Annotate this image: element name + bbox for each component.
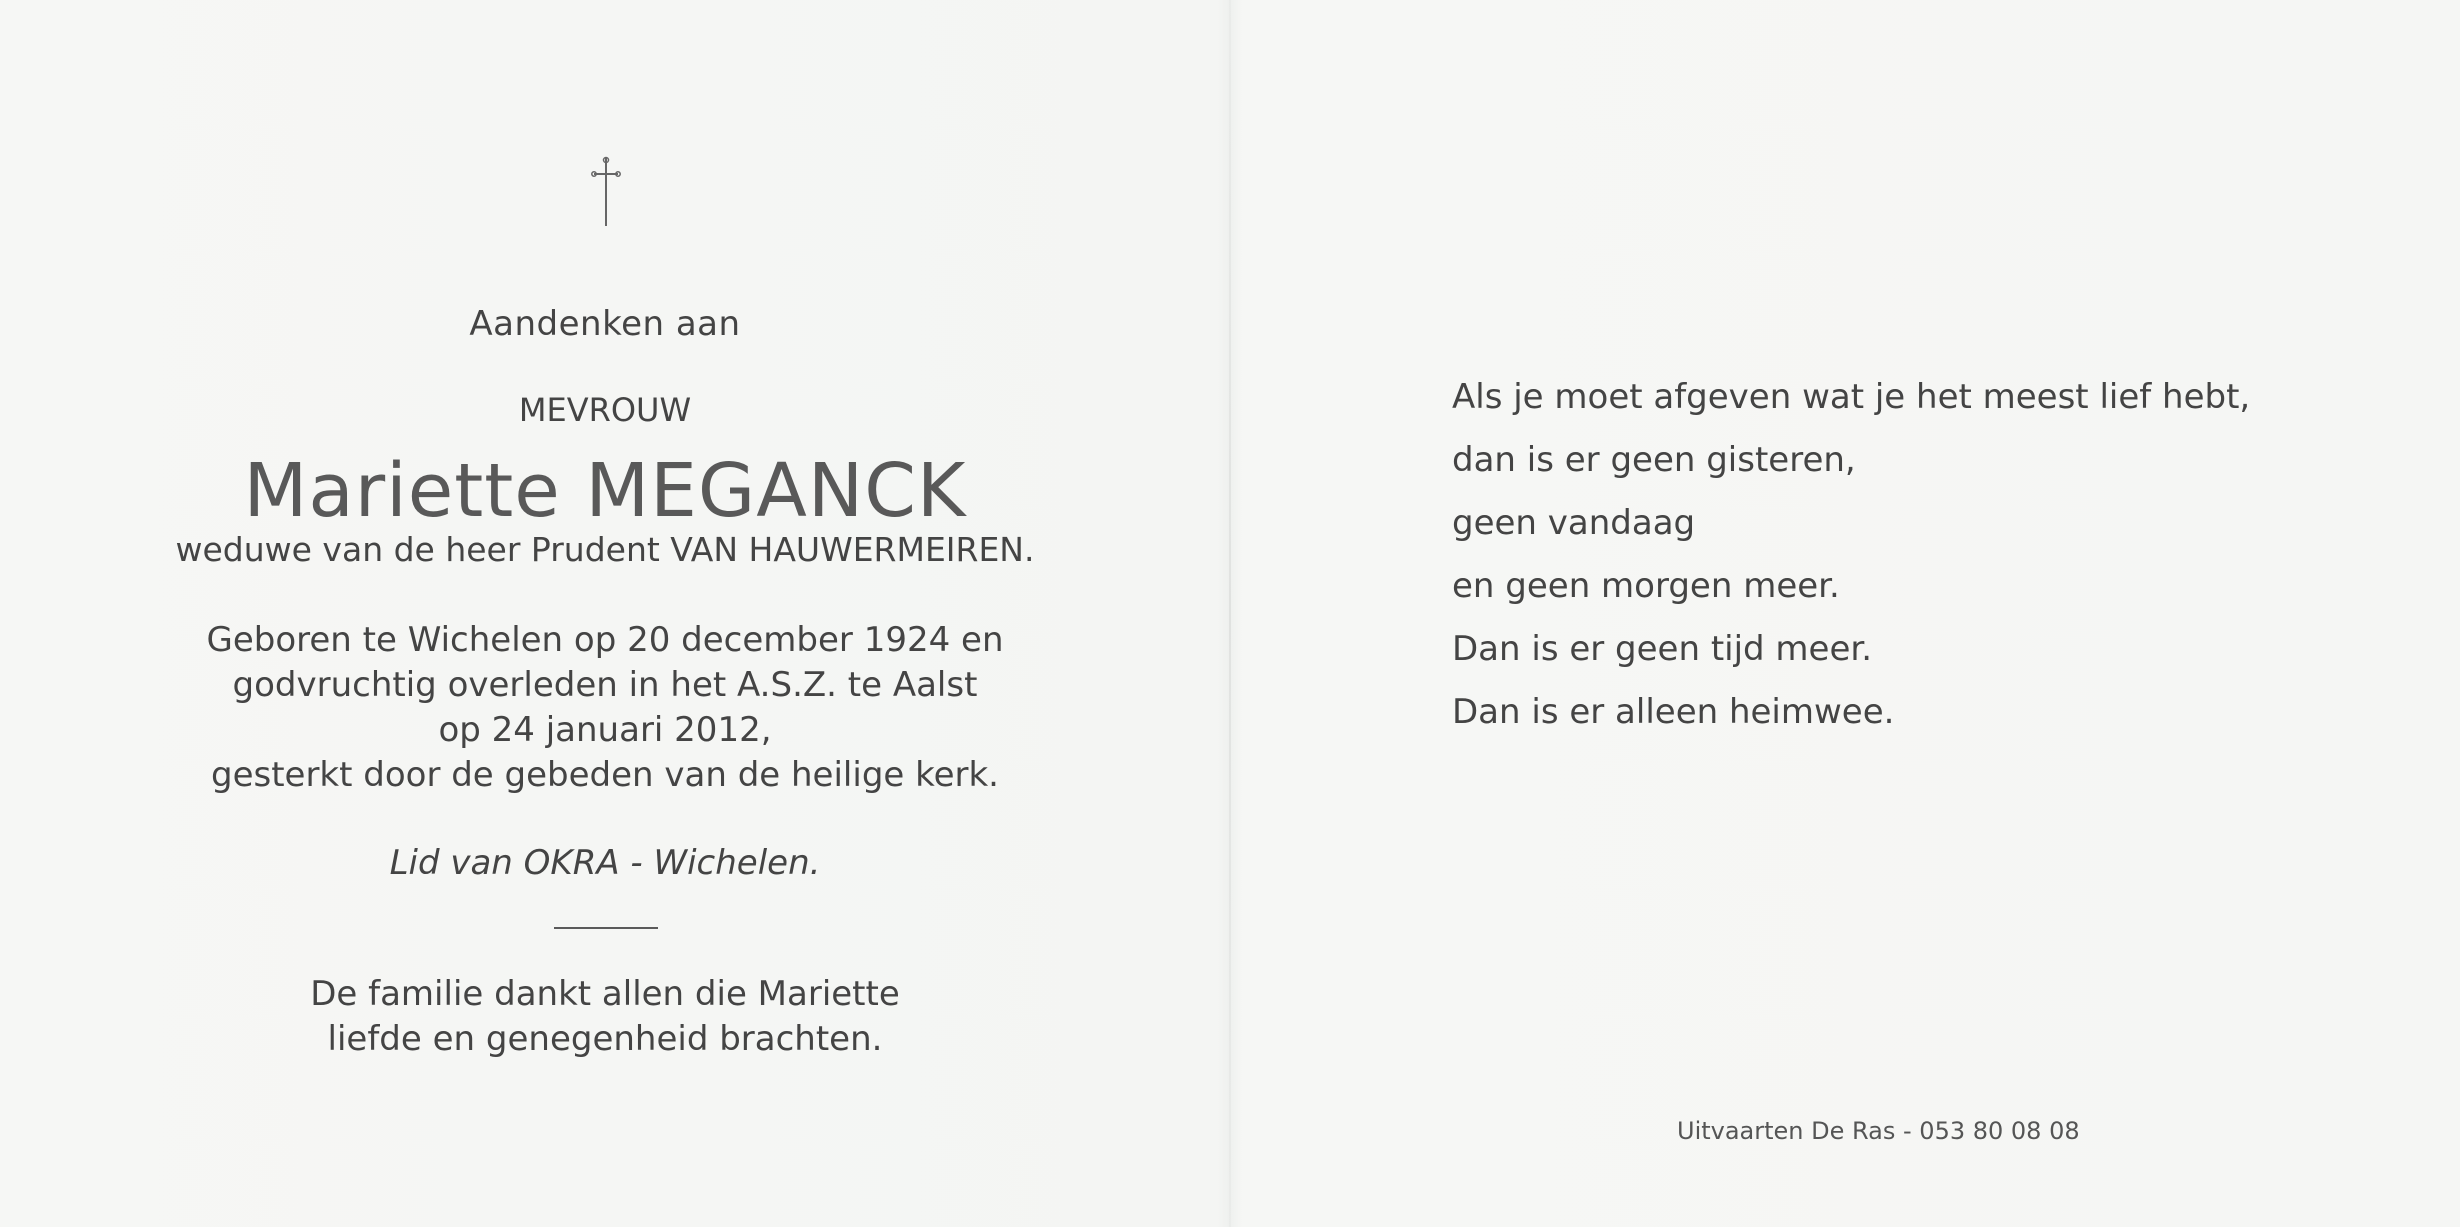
deceased-name: Mariette MEGANCK [243,448,967,534]
biography-block [0,618,1210,798]
poem-line: geen vandaag [1452,503,1696,543]
poem-line: dan is er geen gisteren, [1452,440,1856,480]
divider-line [554,927,658,929]
thanks-line: liefde en genegenheid brachten. [327,1019,883,1059]
poem [1452,366,2250,744]
funeral-home-info: Uitvaarten De Ras - 053 80 08 08 [1677,1117,2080,1145]
latin-cross-icon [589,154,623,228]
biography-line: gesterkt door de gebeden van de heilige kerk. [210,755,999,795]
biography-line: op 24 januari 2012, [438,710,772,750]
biography-line: Geboren te Wichelen op 20 december 1924 en [206,620,1004,660]
thanks-block [0,972,1210,1062]
left-panel [0,0,1210,1227]
intro-text: Aandenken aan [469,304,741,344]
fold-line [1229,0,1231,1227]
honorific: MEVROUW [518,391,692,429]
poem-line: Als je moet afgeven wat je het meest lief hebt, [1452,377,2251,417]
poem-line: Dan is er alleen heimwee. [1452,692,1895,732]
biography-line: godvruchtig overleden in het A.S.Z. te Aalst [232,665,978,705]
poem-line: Dan is er geen tijd meer. [1452,629,1873,669]
membership-text: Lid van OKRA - Wichelen. [389,843,821,883]
right-panel [1232,0,2460,1227]
poem-line: en geen morgen meer. [1452,566,1840,606]
spouse-text: weduwe van de heer Prudent VAN HAUWERMEIREN. [175,530,1035,569]
thanks-line: De familie dankt allen die Mariette [310,974,900,1014]
